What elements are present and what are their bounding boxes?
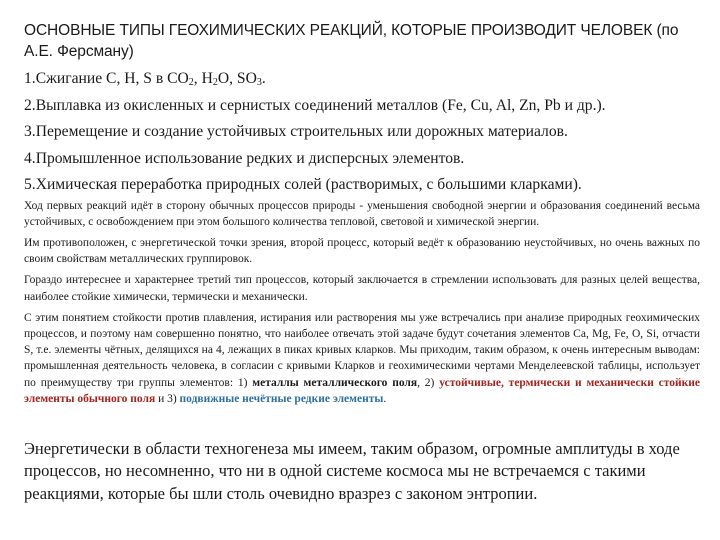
item1-sub-3: 3 [256, 77, 262, 88]
item1-prefix: 1.Сжигание C, H, S в CO [24, 70, 189, 87]
group-separator-2: и 3) [155, 393, 180, 406]
paragraph-2: Им противоположен, с энергетической точки зрения, второй процесс, который ведёт к образованию неустойчивых, но очень важных по своим свойствам металлических группировок. [24, 237, 700, 266]
slide-title: ОСНОВНЫЕ ТИПЫ ГЕОХИМИЧЕСКИХ РЕАКЦИЙ, КОТОРЫЕ ПРОИЗВОДИТ ЧЕЛОВЕК (по А.Е. Ферсману) [24, 22, 679, 60]
list-item-4: 4.Промышленное использование редких и дисперсных элементов. [24, 149, 465, 167]
reaction-types-list [24, 66, 714, 199]
item1-sub-1: 2 [188, 77, 194, 88]
paragraph-4-body: С этим понятием стойкости против плавления, истирания или растворения мы уже встречались при анализе природных геохимических процессов, и поэтому нам совершенно понятно, что наиболее отвечать этой задаче будут сочетания элементов Ca, Mg, Fe, O, Si, отчасти S, т.е. элементы чётных, делящихся на 4, лежащих в пиках кривых кларков. Мы приходим, таким образом, к очень интересным выводам: промышленная деятельность человека, в согласии с кривыми Кларков и геохимическими чертами Менделеевской таблицы, использует по преимуществу три группы элементов: 1) [24, 311, 700, 389]
item1-suffix: . [261, 70, 266, 87]
paragraph-4 [24, 310, 700, 408]
list-item-2: 2.Выплавка из окисленных и сернистых соединений металлов (Fe, Cu, Al, Zn, Pb и др.). [24, 96, 606, 114]
list-item-3: 3.Перемещение и создание устойчивых строительных или дорожных материалов. [24, 123, 568, 140]
paragraph-3: Гораздо интереснее и характернее третий тип процессов, который заключается в стремлении использовать для разных целей вещества, наиболее стойкие химически, термически и механически. [24, 274, 700, 303]
item1-mid-1: , H [193, 70, 213, 87]
explanation-text [24, 198, 700, 412]
list-item-1 [24, 66, 714, 93]
list-item-5: 5.Химическая переработка природных солей (растворимых, с большими кларками). [24, 176, 582, 193]
element-group-2: устойчивые, термически и механически стойкие элементы обычного поля [24, 376, 700, 406]
element-group-1: металлы металлического поля [252, 376, 418, 389]
paragraph-4-end: . [383, 393, 387, 406]
element-group-3: подвижные нечётные редкие элементы [179, 393, 384, 406]
item1-sub-2: 2 [212, 77, 218, 88]
group-separator-1: , 2) [417, 376, 440, 389]
item1-mid-2: O, SO [217, 70, 257, 87]
paragraph-1: Ход первых реакций идёт в сторону обычных процессов природы - уменьшения свободной энергии и образования соединений весьма устойчивых, с освобождением при этом большого количества тепловой, световой и химической энергии. [24, 200, 700, 229]
conclusion-paragraph: Энергетически в области техногенеза мы имеем, таким образом, огромные амплитуды в ходе процессов, но несомненно, что ни в одной системе космоса мы не встречаемся с такими реакциями, которые бы шли столь очевидно вразрез с законом энтропии. [24, 439, 680, 503]
